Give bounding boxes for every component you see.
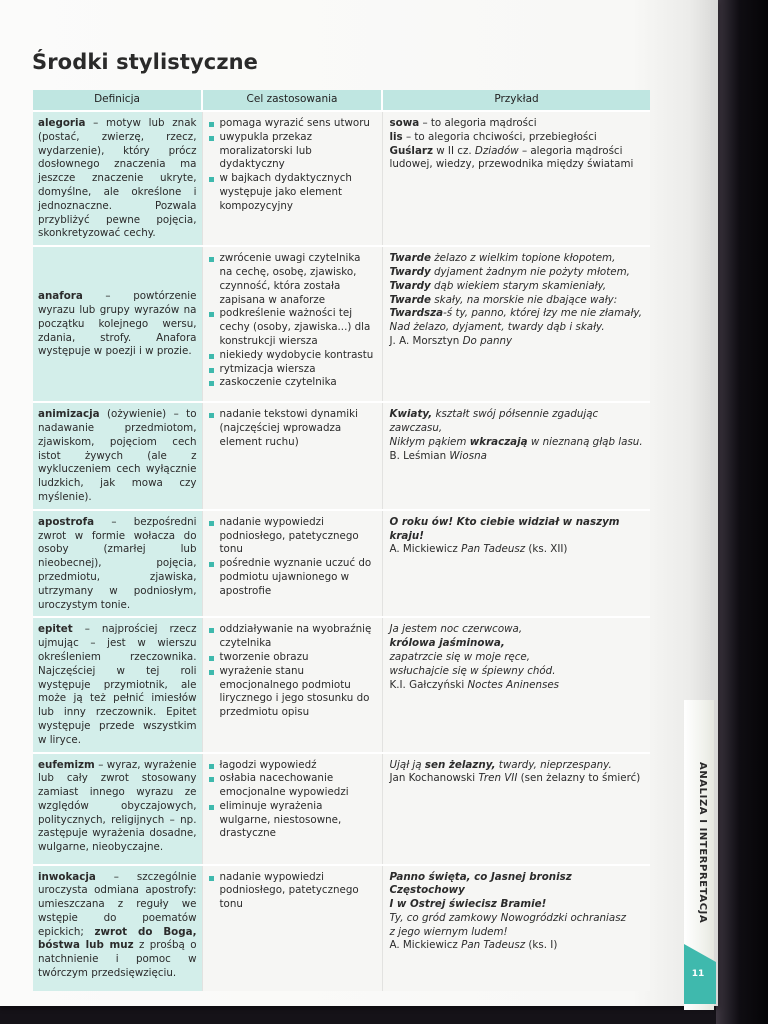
example-line	[390, 516, 646, 544]
column-header-example: Przykład	[382, 90, 650, 111]
example-text: Pan Tadeusz	[461, 543, 526, 556]
purpose-cell	[202, 510, 382, 618]
example-line	[390, 679, 646, 693]
table-row	[33, 246, 650, 402]
example-text: – alegoria mądrości ludowej, wiedzy, przewodnika między światami	[389, 144, 634, 171]
example-text: twardy, nieprzespany.	[495, 758, 612, 771]
example-text: Panno święta, co Jasnej bronisz Częstochowy	[389, 870, 572, 897]
example-line	[390, 408, 646, 436]
example-text: lis	[389, 130, 403, 143]
purpose-list	[209, 252, 377, 390]
table-row	[33, 402, 650, 510]
definition-cell	[33, 111, 202, 246]
example-text: Twardy	[389, 279, 431, 292]
example-line	[390, 294, 646, 308]
purpose-item: niekiedy wydobycie kontrastu	[209, 349, 377, 363]
definition-cell	[33, 246, 202, 402]
purpose-list	[209, 516, 377, 599]
term-definition: (ożywienie) – to nadawanie przedmiotom, zjawiskom, pojęciom cech istot żywych (ale z wykluczeniem cech wyłącznie ludzkich, jak mowa czy myślenie).	[38, 408, 197, 503]
example-line	[390, 335, 646, 349]
purpose-cell	[202, 402, 382, 510]
example-text: wkraczają	[469, 435, 528, 448]
page-number: 11	[691, 969, 705, 979]
example-text: Ty, co gród zamkowy Nowogródzki ochraniasz	[389, 911, 626, 924]
example-text: I w Ostrej świecisz Bramie!	[389, 898, 547, 911]
example-line	[390, 871, 646, 899]
example-text: K.I. Gałczyński	[389, 678, 468, 691]
definition-cell	[33, 510, 202, 618]
example-line	[390, 131, 646, 145]
example-line	[390, 623, 646, 637]
purpose-item: pośrednie wyznanie uczuć do podmiotu ujawnionego w apostrofie	[209, 557, 377, 598]
purpose-item: oddziaływanie na wyobraźnię czytelnika	[209, 623, 377, 651]
example-text: dyjament żadnym nie pożyty młotem,	[430, 265, 630, 278]
table-row	[33, 753, 650, 865]
table-header	[33, 90, 650, 111]
purpose-item: w bajkach dydaktycznych występuje jako element kompozycyjny	[209, 172, 377, 213]
definition-cell	[33, 402, 202, 510]
purpose-item: osłabia nacechowanie emocjonalne wypowiedzi	[209, 772, 377, 800]
definition-cell	[33, 617, 202, 752]
purpose-cell	[202, 246, 382, 402]
example-text: Twardsza	[389, 307, 444, 320]
example-text: A. Mickiewicz	[389, 939, 462, 952]
column-header-definition: Definicja	[33, 90, 202, 111]
purpose-item: pomaga wyrazić sens utworu	[209, 117, 377, 131]
example-line	[390, 939, 646, 953]
example-text: Do panny	[462, 334, 513, 347]
example-text: królowa jaśminowa,	[389, 637, 505, 650]
table-row	[33, 617, 650, 752]
definition-cell	[33, 753, 202, 865]
example-text: Twardy	[389, 265, 431, 278]
purpose-item: uwypukla przekaz moralizatorski lub dydaktyczny	[209, 131, 377, 172]
purpose-item: nadanie wypowiedzi podniosłego, patetycznego tonu	[209, 516, 377, 557]
table-row	[33, 510, 650, 618]
example-text: wsłuchajcie się w śpiewny chód.	[389, 664, 556, 677]
example-line	[390, 665, 646, 679]
example-text: A. Mickiewicz	[389, 543, 462, 556]
term-definition: – bezpośredni zwrot w formie wołacza do osoby (zmarłej lub nieobecnej), pojęcia, przedmiotu, zjawiska, utrzymany w podniosłym, uroczystym tonie.	[38, 515, 197, 611]
term-name: apostrofa	[38, 515, 95, 528]
example-text: w nieznaną głąb lasu.	[527, 435, 643, 448]
purpose-item: nadanie wypowiedzi podniosłego, patetycznego tonu	[209, 871, 377, 912]
example-text: Ujął ją	[389, 758, 425, 771]
example-text: (sen żelazny to śmierć)	[517, 772, 641, 785]
table-row	[33, 865, 650, 991]
purpose-cell	[202, 617, 382, 752]
example-text: sowa	[389, 117, 420, 129]
example-text: (ks. XII)	[525, 543, 568, 556]
purpose-cell	[202, 753, 382, 865]
example-line	[390, 926, 646, 940]
definition-cell	[33, 865, 202, 991]
example-cell	[382, 402, 650, 510]
example-cell	[382, 865, 650, 991]
example-line	[390, 637, 646, 651]
example-text: Tren VII	[478, 772, 518, 785]
page-title: Środki stylistyczne	[32, 50, 259, 74]
purpose-cell	[202, 865, 382, 991]
example-text: -ś ty, panno, której łzy me nie złamały,	[443, 307, 642, 320]
column-header-purpose: Cel zastosowania	[202, 90, 382, 111]
example-line	[390, 280, 646, 294]
purpose-list	[209, 408, 377, 449]
term-name: animizacja	[38, 408, 100, 421]
purpose-list	[209, 623, 377, 720]
example-text: w II cz.	[432, 144, 475, 157]
purpose-list	[209, 117, 377, 214]
example-line	[390, 450, 646, 464]
example-text: O roku ów! Kto ciebie widział w naszym kraju!	[389, 515, 620, 542]
section-label: ANALIZA I INTERPRETACJA	[697, 762, 708, 924]
example-text: żelazo z wielkim topione kłopotem,	[431, 252, 616, 265]
example-text: Dziadów	[474, 144, 519, 157]
example-text: (ks. I)	[525, 939, 558, 952]
term-name: anafora	[38, 290, 83, 303]
example-line	[390, 436, 646, 450]
example-text: B. Leśmian	[389, 449, 450, 462]
example-text: – to alegoria mądrości	[419, 117, 537, 129]
example-text: sen żelazny,	[424, 758, 496, 771]
purpose-list	[209, 759, 377, 842]
example-text: – to alegoria chciwości, przebiegłości	[402, 130, 597, 143]
example-line	[390, 898, 646, 912]
term-name: alegoria	[38, 117, 86, 129]
example-cell	[382, 510, 650, 618]
book-spine-shadow	[716, 0, 768, 1024]
example-line	[390, 145, 646, 173]
example-line	[390, 117, 646, 131]
example-text: J. A. Morsztyn	[389, 334, 463, 347]
example-text: kształt swój półsennie zgadując zawczasu,	[389, 408, 599, 434]
example-line	[390, 772, 646, 786]
example-line	[390, 321, 646, 335]
purpose-item: zaskoczenie czytelnika	[209, 376, 377, 390]
term-name: epitet	[38, 623, 73, 636]
example-text: Ja jestem noc czerwcowa,	[389, 623, 523, 636]
purpose-item: tworzenie obrazu	[209, 651, 377, 665]
purpose-item: eliminuje wyrażenia wulgarne, niestosowne, drastyczne	[209, 800, 377, 841]
stylistic-devices-table	[33, 90, 650, 991]
purpose-item: rytmizacja wiersza	[209, 363, 377, 377]
example-cell	[382, 111, 650, 246]
example-text: Nad żelazo, dyjament, twardy dąb i skały.	[389, 321, 605, 334]
example-text: Twarde	[389, 252, 431, 265]
purpose-item: nadanie tekstowi dynamiki (najczęściej wprowadza element ruchu)	[209, 408, 377, 449]
example-text: Jan Kochanowski	[389, 772, 479, 785]
example-text: Nikłym pąkiem	[389, 435, 470, 448]
purpose-item: zwrócenie uwagi czytelnika na cechę, osobę, zjawisko, czynność, która została zapisana w anaforze	[209, 252, 377, 307]
example-line	[390, 912, 646, 926]
term-name: inwokacja	[38, 870, 96, 883]
example-text: Pan Tadeusz	[461, 939, 526, 952]
example-cell	[382, 246, 650, 402]
example-line	[390, 252, 646, 266]
example-text: z jego wiernym ludem!	[389, 925, 508, 938]
purpose-item: wyrażenie stanu emocjonalnego podmiotu lirycznego i jego stosunku do przedmiotu opisu	[209, 665, 377, 720]
purpose-list	[209, 871, 377, 912]
purpose-item: podkreślenie ważności tej cechy (osoby, zjawiska...) dla konstrukcji wiersza	[209, 307, 377, 348]
purpose-item: łagodzi wypowiedź	[209, 759, 377, 773]
term-definition: – wyraz, wyrażenie lub cały zwrot stosowany zamiast innego wyrazu ze względów obyczajowych, politycznych, religijnych – np. zastępuje wyrażenia dosadne, wulgarne, nieobyczajne.	[38, 758, 197, 854]
example-line	[390, 543, 646, 557]
term-definition: – szczególnie uroczysta odmiana apostrofy: umieszczana z reguły we wstępie do poematów epickich; zwrot do Boga, bóstwa lub muz z prośbą o natchnienie i pomoc w twórczym przedsięwzięciu.	[38, 870, 197, 980]
table-row	[33, 111, 650, 246]
example-text: Guślarz	[389, 144, 433, 157]
example-text: skały, na morskie nie dbające wały:	[431, 293, 618, 306]
example-text: dąb wiekiem starym skamieniały,	[430, 279, 607, 292]
term-definition: – motyw lub znak (postać, zwierzę, rzecz, wydarzenie), który prócz dosłownego znaczenia ma jeszcze znaczenie ukryte, domyślne, ale określone i jednoznaczne. Pozwala przybliżyć pewne pojęcia, skonkretyzować cechy.	[38, 117, 197, 240]
example-text: Noctes Aninenses	[467, 678, 560, 691]
term-name: eufemizm	[38, 758, 95, 771]
example-cell	[382, 753, 650, 865]
purpose-cell	[202, 111, 382, 246]
example-line	[390, 759, 646, 773]
term-definition: – powtórzenie wyrazu lub grupy wyrazów na początku kolejnego wersu, zdania, strofy. Anafora występuje w poezji i w prozie.	[38, 290, 197, 358]
example-line	[390, 307, 646, 321]
example-line	[390, 651, 646, 665]
term-definition: – najprościej rzecz ujmując – jest w wierszu określeniem rzeczownika. Najczęściej w tej roli występuje przymiotnik, ale może ją też pełnić imiesłów lub inny rzeczownik. Epitet występuje przede wszystkim w liryce.	[38, 623, 197, 746]
table-body	[33, 111, 650, 991]
example-text: Wiosna	[449, 449, 487, 462]
example-text: Twarde	[389, 293, 431, 306]
example-line	[390, 266, 646, 280]
example-cell	[382, 617, 650, 752]
example-text: zapatrzcie się w moje ręce,	[389, 650, 531, 663]
example-text: Kwiaty,	[389, 408, 433, 421]
